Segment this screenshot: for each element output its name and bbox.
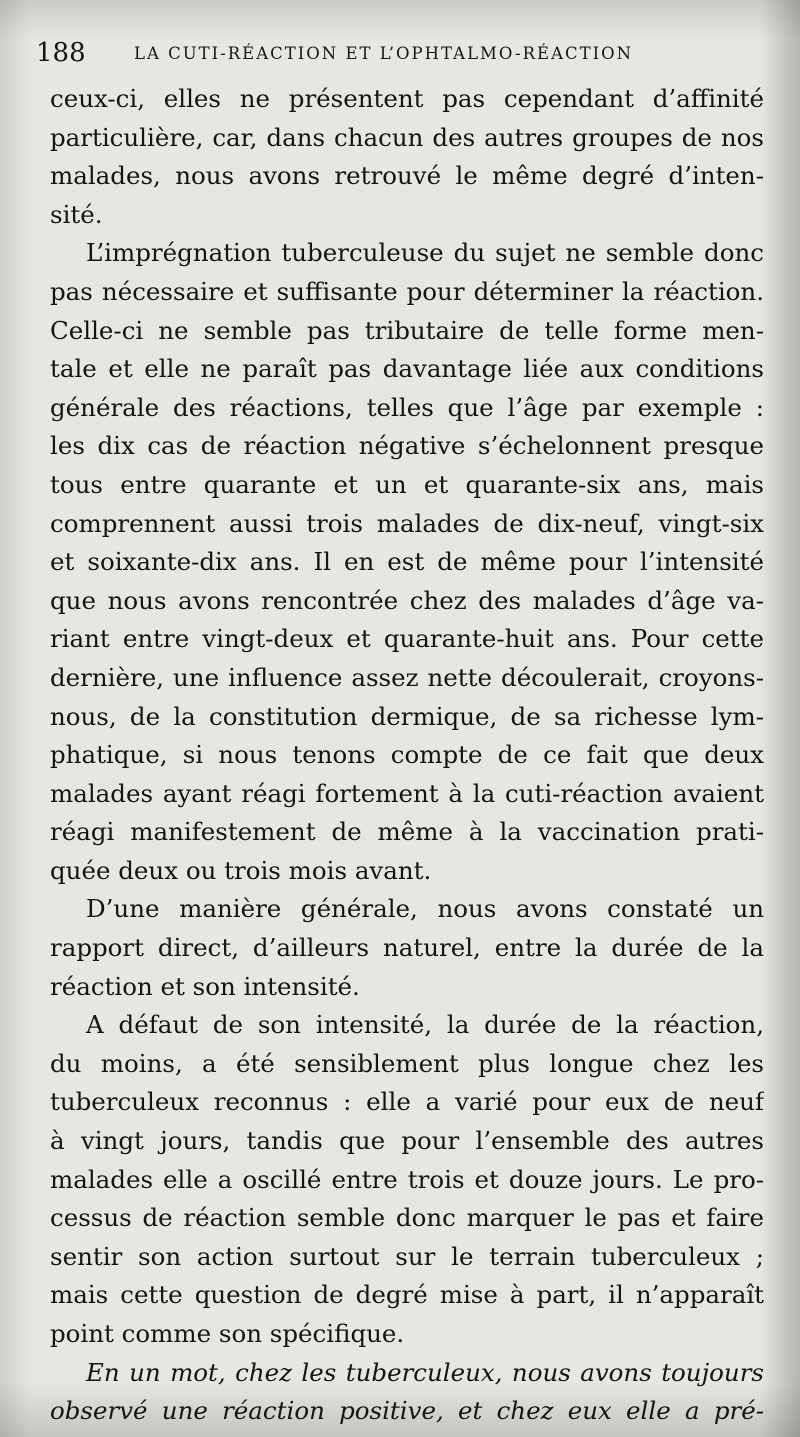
text-line: tale et elle ne paraît pas davantage liée aux conditions — [50, 354, 764, 384]
italic-text-line: observé une réaction positive, et chez eux elle a pré- — [50, 1396, 764, 1426]
text-line: tous entre quarante et un et quarante-six ans, mais — [50, 469, 764, 499]
text-line: dernière, une influence assez nette découlerait, croyons- — [50, 662, 764, 692]
text-line: et soixante-dix ans. Il en est de même pour l’intensité — [50, 547, 764, 577]
page-number: 188 — [36, 38, 86, 68]
page-header — [36, 38, 766, 68]
running-title: LA CUTI-RÉACTION ET L’OPHTALMO-RÉACTION — [134, 44, 634, 63]
paragraph-start-line: L’imprégnation tuberculeuse du sujet ne semble donc — [86, 238, 764, 268]
body-text — [50, 80, 764, 1431]
text-line: réagi manifestement de même à la vaccination prati- — [50, 817, 764, 847]
paragraph-start-line: A défaut de son intensité, la durée de la réaction, — [86, 1010, 764, 1040]
text-line: sité. — [50, 199, 103, 229]
text-line: pas nécessaire et suffisante pour déterminer la réaction. — [50, 276, 764, 306]
text-line: générale des réactions, telles que l’âge par exemple : — [50, 392, 764, 422]
text-line: malades elle a oscillé entre trois et douze jours. Le pro- — [50, 1164, 764, 1194]
text-line: malades, nous avons retrouvé le même degré d’inten- — [50, 161, 764, 191]
text-line: du moins, a été sensiblement plus longue chez les — [50, 1048, 764, 1078]
text-line: point comme son spécifique. — [50, 1319, 405, 1348]
italic-paragraph-start-line: En un mot, chez les tuberculeux, nous avons toujours — [86, 1357, 764, 1387]
text-line: sentir son action surtout sur le terrain tuberculeux ; — [50, 1241, 764, 1271]
text-line: rapport direct, d’ailleurs naturel, entre la durée de la — [50, 933, 764, 963]
text-line: cessus de réaction semble donc marquer le pas et faire — [50, 1203, 764, 1233]
text-line: phatique, si nous tenons compte de ce fait que deux — [50, 740, 764, 770]
text-line: Celle-ci ne semble pas tributaire de telle forme men- — [50, 315, 764, 345]
paragraph-start-line: D’une manière générale, nous avons constaté un — [86, 894, 764, 924]
text-line: quée deux ou trois mois avant. — [50, 855, 432, 885]
text-line: tuberculeux reconnus : elle a varié pour eux de neuf — [50, 1087, 764, 1117]
text-line: à vingt jours, tandis que pour l’ensemble des autres — [50, 1126, 764, 1156]
text-line: malades ayant réagi fortement à la cuti-réaction avaient — [50, 778, 764, 808]
text-line: mais cette question de degré mise à part, il n’apparaît — [50, 1280, 764, 1310]
text-line: riant entre vingt-deux et quarante-huit ans. Pour cette — [50, 624, 764, 654]
text-line: réaction et son intensité. — [50, 971, 360, 1001]
text-line: comprennent aussi trois malades de dix-neuf, vingt-six — [50, 508, 764, 538]
text-line: nous, de la constitution dermique, de sa richesse lym- — [50, 701, 764, 731]
text-line: que nous avons rencontrée chez des malades d’âge va- — [50, 585, 764, 615]
text-line: particulière, car, dans chacun des autres groupes de nos — [50, 122, 764, 152]
text-line: ceux-ci, elles ne présentent pas cependant d’affinité — [50, 84, 764, 113]
text-line: les dix cas de réaction négative s’échelonnent presque — [50, 431, 764, 461]
